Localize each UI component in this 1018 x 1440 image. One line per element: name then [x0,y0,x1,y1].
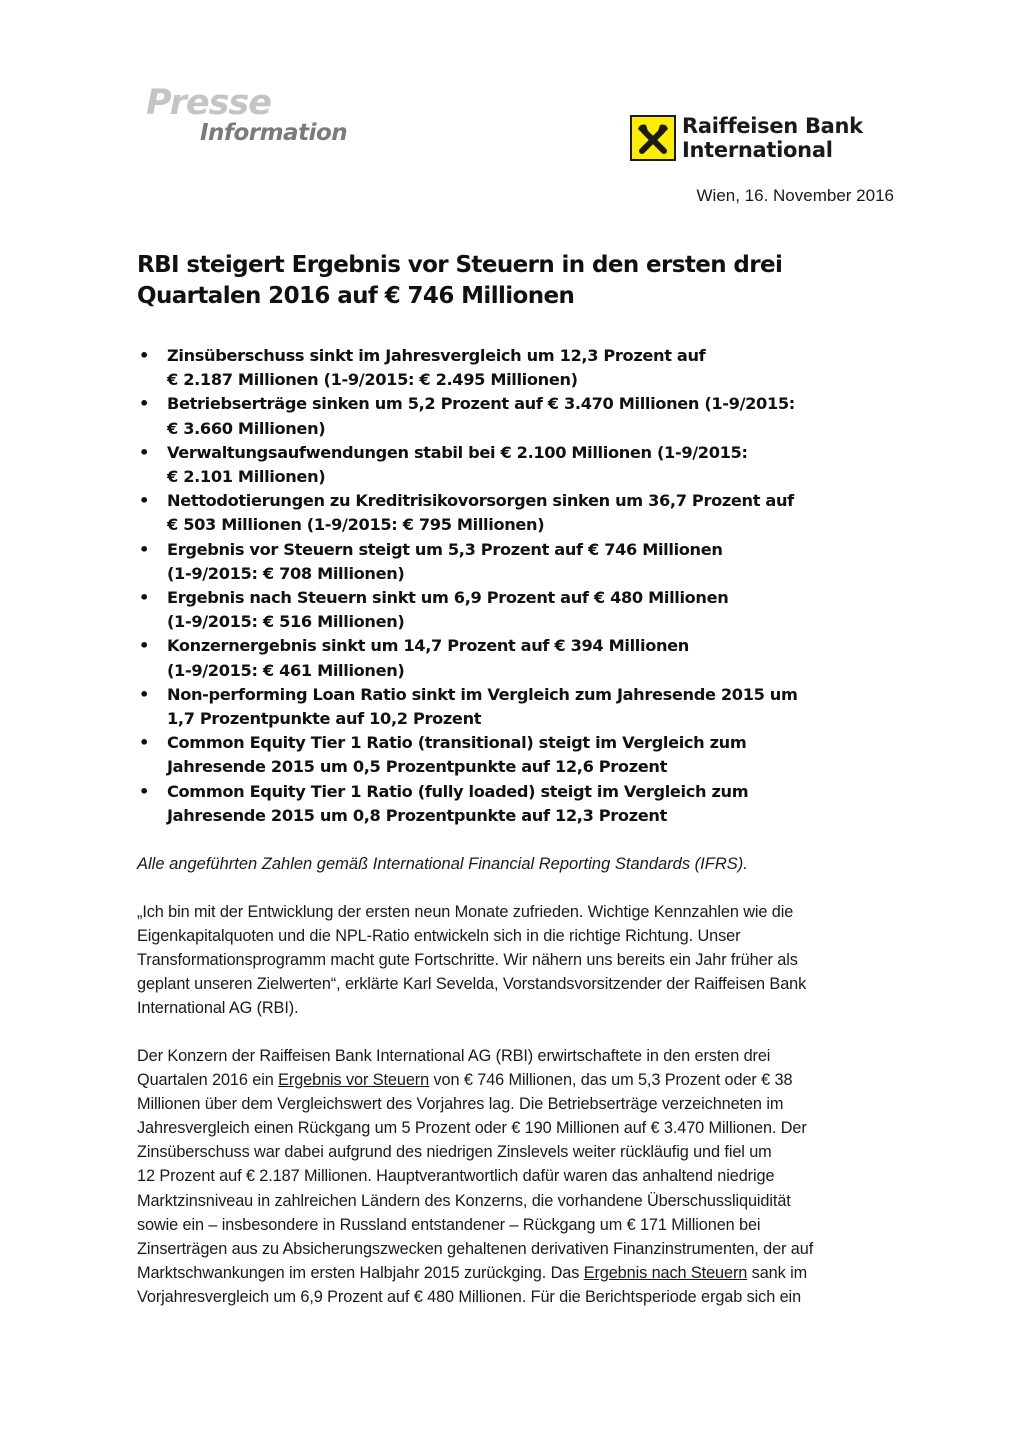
list-item [137,538,877,586]
bullet-line-2: Jahresende 2015 um 0,8 Prozentpunkte auf 12,3 Prozent [167,805,667,825]
body-line: Jahresvergleich einen Rückgang um 5 Prozent oder € 190 Millionen auf € 3.470 Millionen. Der [137,1119,807,1138]
bullet-icon: • [139,636,149,656]
quote-line: Eigenkapitalquoten und die NPL-Ratio entwickeln sich in die richtige Richtung. Unser [137,927,741,946]
bullet-line-1: Non-performing Loan Ratio sinkt im Vergleich zum Jahresende 2015 um [167,684,798,704]
bullet-line-1: Nettodotierungen zu Kreditrisikovorsorgen sinken um 36,7 Prozent auf [167,491,794,511]
body-line: 12 Prozent auf € 2.187 Millionen. Hauptverantwortlich dafür waren das anhaltend niedrige [137,1167,775,1186]
list-item [137,392,877,440]
list-item [137,731,877,779]
presse-wordmark: Presse [146,83,271,123]
bullet-line-2: € 503 Millionen (1-9/2015: € 795 Millionen) [167,515,545,535]
list-item [137,489,877,537]
list-item [137,344,877,392]
body-line: sank im [747,1263,808,1282]
date-line: Wien, 16. November 2016 [696,186,894,205]
bullet-line-2: € 2.101 Millionen) [167,467,326,487]
body-paragraph [137,1044,879,1309]
bullet-line-2: (1-9/2015: € 708 Millionen) [167,563,405,583]
bullet-icon: • [139,684,149,704]
body-line: Marktschwankungen im ersten Halbjahr 2015 zurückging. Das [137,1263,584,1282]
body-line: Zinserträgen aus zu Absicherungszwecken gehaltenen derivativen Finanzinstrumenten, der auf [137,1239,814,1258]
bullet-line-1: Konzernergebnis sinkt um 14,7 Prozent auf € 394 Millionen [167,636,689,656]
link-ergebnis-vor-steuern[interactable]: Ergebnis vor Steuern [278,1071,430,1090]
quote-line: International AG (RBI). [137,999,299,1018]
bullet-icon: • [139,588,149,608]
quote-line: geplant unseren Zielwerten“, erklärte Karl Sevelda, Vorstandsvorsitzender der Raiffeisen Bank [137,975,807,994]
list-item [137,780,877,828]
information-wordmark: Information [200,120,348,146]
bullet-line-2: € 3.660 Millionen) [167,418,326,438]
rbi-logo [630,114,863,162]
bullet-line-2: Jahresende 2015 um 0,5 Prozentpunkte auf 12,6 Prozent [167,757,667,777]
quote-line: „Ich bin mit der Entwicklung der ersten neun Monate zufrieden. Wichtige Kennzahlen wie die [137,903,794,921]
body-line: Quartalen 2016 ein [137,1071,279,1090]
bullet-line-1: Zinsüberschuss sinkt im Jahresvergleich um 12,3 Prozent auf [167,346,706,365]
logo-line-1: Raiffeisen Bank [682,114,863,138]
quote-paragraph [137,900,879,1020]
body-line: sowie ein – insbesondere in Russland entstandener – Rückgang um € 171 Millionen bei [137,1215,761,1234]
bullet-icon: • [139,781,149,801]
bullet-icon: • [139,539,149,559]
bullet-line-1: Ergebnis nach Steuern sinkt um 6,9 Prozent auf € 480 Millionen [167,588,729,608]
bullet-icon: • [139,733,149,753]
bullet-line-2: (1-9/2015: € 516 Millionen) [167,612,405,632]
body-line: Zinsüberschuss war dabei aufgrund des niedrigen Zinslevels weiter rückläufig und fiel um [137,1143,772,1162]
bullet-line-1: Verwaltungsaufwendungen stabil bei € 2.100 Millionen (1-9/2015: [167,442,748,462]
list-item [137,586,877,634]
ifrs-note: Alle angeführten Zahlen gemäß International Financial Reporting Standards (IFRS). [137,855,748,873]
raiffeisen-gable-cross-icon [630,115,676,161]
bullet-line-2: (1-9/2015: € 461 Millionen) [167,660,405,680]
list-item [137,634,877,682]
bullet-icon: • [139,346,149,365]
bullet-line-1: Common Equity Tier 1 Ratio (fully loaded) steigt im Vergleich zum [167,781,749,801]
bullet-line-1: Betriebserträge sinken um 5,2 Prozent auf € 3.470 Millionen (1-9/2015: [167,394,795,414]
headline: RBI steigert Ergebnis vor Steuern in den ersten drei Quartalen 2016 auf € 746 Millionen [137,252,783,309]
bullet-line-1: Ergebnis vor Steuern steigt um 5,3 Prozent auf € 746 Millionen [167,539,723,559]
logo-text [682,114,863,162]
list-item [137,441,877,489]
bullet-line-2: 1,7 Prozentpunkte auf 10,2 Prozent [167,709,482,729]
body-line: Vorjahresvergleich um 6,9 Prozent auf € 480 Millionen. Für die Berichtsperiode ergab sich ein [137,1287,802,1306]
bullet-icon: • [139,394,149,414]
link-ergebnis-nach-steuern[interactable]: Ergebnis nach Steuern [583,1263,748,1282]
bullet-icon: • [139,491,149,511]
bullet-line-2: € 2.187 Millionen (1-9/2015: € 2.495 Millionen) [167,370,578,390]
bullet-icon: • [139,442,149,462]
body-line: Millionen über dem Vergleichswert des Vorjahres lag. Die Betriebserträge verzeichneten im [137,1095,784,1114]
list-item [137,683,877,731]
body-line: Der Konzern der Raiffeisen Bank International AG (RBI) erwirtschaftete in den ersten drei [137,1047,771,1065]
key-figures-list [137,344,877,828]
body-line: Marktzinsniveau in zahlreichen Ländern des Konzerns, die vorhandene Überschussliquidität [137,1191,791,1210]
logo-line-2: International [682,138,833,162]
bullet-line-1: Common Equity Tier 1 Ratio (transitional) steigt im Vergleich zum [167,733,747,753]
body-line: von € 746 Millionen, das um 5,3 Prozent oder € 38 [429,1071,793,1090]
quote-line: Transformationsprogramm macht gute Fortschritte. Wir nähern uns bereits ein Jahr früher als [137,951,798,970]
